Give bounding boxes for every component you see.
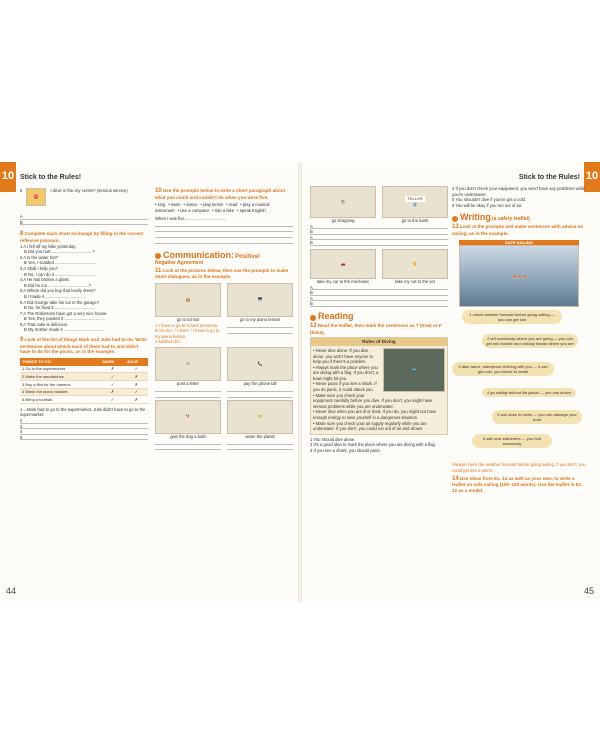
exchange-line: 4 A He has broken a glass. (20, 277, 70, 283)
reading-section (310, 311, 448, 454)
activity-illustration: 🏫 (155, 283, 221, 317)
table-row (20, 373, 148, 381)
ex11-instruction: Look at the pictures below, then use the prompts to make short dialogues, as in the example. (155, 267, 289, 280)
ex6-item-text: I drive in the city centre? (serious service) (50, 188, 128, 193)
example-dialogue: B So do I. / I don't. / I have to go to my piano lesson. (155, 328, 220, 339)
answer-label: B (310, 301, 313, 307)
car-mechanic-illustration: 🚗 (310, 249, 376, 279)
more-pictures (310, 249, 448, 285)
communication-subtitle: Negative Agreement (155, 259, 204, 266)
ex10-instruction: Use the prompts below to write a short paragraph about what you could and couldn't do when you were five. (155, 188, 286, 200)
answer-label: A (310, 295, 313, 301)
prompt-word: dance (186, 202, 198, 208)
activity-illustration: 📞 (227, 347, 293, 381)
exchange-line: 2 A Is the water hot? (20, 254, 58, 260)
diving-rule (313, 409, 445, 420)
bullet-icon: • (313, 364, 316, 370)
advice-bubble: 3 take warm, waterproof clothing with you — it can get cold, you freeze to death (452, 362, 554, 376)
ex9-answers (20, 418, 148, 440)
ex11-number: 11 (155, 267, 162, 274)
bullet-icon: • (177, 207, 181, 213)
statement: 6 You will be okay if you run out of air. (452, 202, 523, 208)
table-cell: 1 Go to the supermarket. (20, 366, 100, 373)
top-pictures (310, 186, 448, 224)
ex10-prompts (155, 202, 293, 213)
exchange-line: 8 A That cake is delicious. (20, 321, 69, 327)
statement: 2 It's a good idea to mark the place where you are diving with a flag. (310, 442, 437, 448)
advice-bubble: 1 check weather forecast before going sailing — you can get lost (462, 310, 562, 324)
exchange-line: 3 A Shall I help you? (20, 265, 58, 271)
exchange-line: 6 A Did George take his car to the garage? (20, 299, 100, 305)
ex10-number: 10 (155, 188, 162, 194)
answer-line[interactable] (227, 392, 293, 398)
diving-rule (313, 393, 445, 410)
running-head-left: Stick to the Rules! (20, 174, 82, 181)
reading-title: Reading (318, 310, 354, 321)
picture-caption: water the plants (245, 433, 275, 439)
communication-picture (155, 347, 221, 398)
writing-title: Writing (460, 212, 491, 223)
ex6-item-number: 5 (20, 188, 23, 193)
example-dialogue: A I have to go to school tomorrow. (155, 322, 219, 328)
exchange-line: B My mother made it ................................... (24, 327, 105, 333)
advice-bubbles (452, 310, 586, 460)
section-bullet-icon (155, 253, 161, 259)
right-page-left-column (310, 186, 448, 454)
answer-label: A (310, 284, 313, 290)
exchange-line: B Yes, they painted it ................................... (24, 316, 105, 322)
example-dialogue: A Neither do I. (155, 339, 182, 345)
communication-picture (227, 400, 293, 451)
communication-section: Communication: Positive/ Negative Agreement 11 Look at the pictures below, then use the prompts to make short dialogues, as in the example. 🏫 go to school A I have to go to school tomorrow. B So do I. / I don't. / I have to go to my piano lesson. A Neither do I. 🎹 go to my piano lesson ✉ post a letter 📞 pay the phone bill 🐕 give the dog a bath 🌱 water the plants (155, 250, 293, 451)
exchange-line: B Did he cut ...................................? (24, 282, 92, 288)
bullet-icon: • (313, 409, 316, 415)
bullet-icon: • (155, 202, 158, 208)
rule-text: Never dive alone. If you dive alone, you won't have anyone to help you if there's a problem. (313, 347, 373, 365)
answer-label: A (310, 234, 313, 240)
picture-go-to-bank: TELLER 🏦 go to the bank (382, 186, 448, 224)
table-cell: ✓ (100, 381, 124, 389)
prompt-word: swim (170, 202, 181, 208)
rule-text: Make sure you check your air supply regularly while you are underwater. If you don't, you could run out of air and drown. (313, 420, 427, 432)
answer-line[interactable] (155, 445, 221, 451)
ex10-start: When I was five ................................... (155, 215, 227, 221)
answer-line[interactable] (310, 240, 448, 246)
table-header: THINGS TO DO (20, 358, 100, 366)
ex8-items (20, 244, 148, 334)
bullet-icon: • (240, 202, 243, 208)
exchange-line: B Did you hurt ...................................? (24, 249, 95, 255)
answer-line[interactable] (20, 435, 148, 441)
bullet-icon: • (313, 392, 316, 398)
ex13-example: Always check the weather forecast before going sailing. If you don't, you could get into a storm. (452, 462, 586, 473)
exchange-line: B No, he fixed it ................................... (24, 305, 96, 311)
page-number-right: 45 (583, 586, 594, 596)
communication-picture (155, 283, 221, 345)
ex14-number: 14 (452, 475, 459, 482)
ex8-instruction: Complete each short exchange by filling in the correct reflexive pronoun. (20, 231, 143, 243)
ex9 (20, 337, 148, 440)
continued-statements (452, 186, 586, 208)
left-page (0, 162, 300, 602)
answer-number: 3 (20, 423, 23, 429)
prompt-word: sing (157, 202, 166, 208)
answer-number: 2 (20, 418, 23, 424)
vet-illustration: 🐈 (382, 249, 448, 279)
statement: 4 If you don't check your equipment, you won't have any problems while you're underwater. (452, 186, 586, 197)
advice-bubble: 5 sail close to rocks — you can damage your boat (492, 410, 582, 424)
left-page-right-column (155, 188, 293, 450)
table-row (20, 366, 148, 373)
right-page (300, 162, 600, 602)
picture-caption: post a letter (177, 380, 199, 386)
picture-mechanic: 🚗 take my car to the mechanic (310, 249, 376, 285)
table-cell: ✗ (125, 396, 148, 404)
communication-picture (227, 283, 293, 345)
table-row (20, 396, 148, 404)
table-row (20, 388, 148, 396)
answer-label: A (310, 223, 313, 229)
no-parking-sign-icon: ⛔ (26, 188, 46, 206)
table-cell: 5 Bring a football. (20, 396, 100, 404)
picture-vet: 🐈 take my cat to the vet (382, 249, 448, 285)
ex8 (20, 231, 148, 333)
answer-line[interactable]: A (20, 214, 148, 220)
diver-photo: 🤿 (383, 348, 445, 392)
textbook-spread (0, 162, 600, 602)
answer-line[interactable]: B (20, 220, 148, 226)
answer-line[interactable] (155, 238, 293, 244)
page-number-left: 44 (6, 586, 17, 596)
running-head-right: Stick to the Rules! (518, 174, 580, 181)
exchange-line: B No, I can do it ................................... (24, 271, 96, 277)
table-row (20, 381, 148, 389)
bullet-icon: • (168, 202, 171, 208)
left-column (20, 188, 148, 440)
statement: 5 You shouldn't dive if you've got a cold. (452, 197, 527, 203)
things-to-do-table (20, 358, 148, 404)
activity-illustration: 🌱 (227, 400, 293, 434)
activity-illustration: 🎹 (227, 283, 293, 317)
exchange-line: B I made it ................................... (24, 293, 86, 299)
prompt-word: use a computer (180, 207, 210, 213)
sailboat-photo: ⛵⛵⛵ (459, 245, 579, 307)
answer-label: B (310, 240, 313, 246)
section-bullet-icon (452, 216, 458, 222)
table-cell: 3 Buy a film for the camera. (20, 381, 100, 389)
advice-bubble: 2 tell somebody where you are going — you can get into trouble and nobody knows where you are (482, 334, 578, 348)
picture-caption: go to my piano lesson (239, 316, 281, 322)
ex9-example: 1 ...Mark had to go to the supermarket. Julie didn't have to go to the supermarket. (20, 406, 146, 418)
table-cell: ✗ (100, 366, 124, 373)
bullet-icon: • (226, 202, 229, 208)
rule-text: Make sure you check your equipment carefully before you dive. If you don't, you might have serious problems while you are underwater. (313, 392, 433, 409)
statement: 3 If you see a shark, you should panic. (310, 448, 382, 454)
activity-illustration: ✉ (155, 347, 221, 381)
safe-sailing-photo (459, 240, 579, 308)
exchange-line: 7 A The Robinsons have got a very nice house. (20, 310, 108, 316)
bullet-icon: • (313, 347, 316, 353)
prompt-word: ride a bike (214, 207, 235, 213)
photo-caption: SAFE SAILING (459, 240, 579, 246)
ex10 (155, 188, 293, 244)
communication-picture (155, 400, 221, 451)
answer-label: B (310, 290, 313, 296)
bullet-icon: • (200, 202, 204, 208)
unit-tab-left: 10 (0, 162, 16, 192)
answer-line[interactable] (155, 392, 221, 398)
ex13-number: 13 (452, 224, 459, 231)
answer-label: B (310, 229, 313, 235)
ex12-instruction: Read the leaflet, then mark the sentences as T (true) or F (false). (310, 322, 442, 335)
table-cell: ✓ (100, 373, 124, 381)
table-cell: ✗ (100, 388, 124, 396)
bullet-icon: • (183, 202, 187, 208)
exchange-line: 5 A Where did you buy that lovely dress? (20, 288, 96, 294)
answer-number: 5 (20, 434, 23, 440)
picture-go-shopping: 🛍 go shopping (310, 186, 376, 224)
bullet-icon: • (237, 207, 240, 213)
table-cell: ✗ (125, 373, 148, 381)
table-cell: ✓ (125, 388, 148, 396)
picture-caption: go to school (176, 316, 200, 322)
bank-illustration: TELLER 🏦 (382, 186, 448, 218)
table-cell: ✗ (125, 381, 148, 389)
bullet-icon: • (313, 381, 316, 387)
activity-illustration: 🐕 (155, 400, 221, 434)
ex9-number: 9 (20, 337, 24, 344)
advice-bubble: 6 sail near swimmers — you hurt somebody (472, 434, 552, 448)
ex6-item (20, 188, 148, 214)
advice-bubble: 4 go sailing without life jacket — you can drown (482, 388, 576, 397)
ex12-number: 12 (310, 322, 317, 329)
rule-text: Always mark the place where you are diving with a flag. If you don't, a boat might hit you. (313, 364, 379, 381)
prompt-word: play a musical instrument (155, 202, 270, 213)
rules-of-diving-box (310, 337, 448, 435)
prompt-word: play tennis (203, 202, 224, 208)
reading-statements (310, 437, 448, 454)
table-cell: ✓ (125, 366, 148, 373)
answer-lines (310, 285, 448, 307)
diving-rule (313, 421, 445, 432)
communication-picture (227, 347, 293, 398)
exchange-line: 1 A I fell off my bike yesterday. (20, 243, 77, 249)
ex14-instruction: Use ideas from Ex. 13 as well as your own, to write a leaflet on safe sailing (100–120 words). Use the leaflet in Ex. 12 as a model. (452, 475, 583, 493)
table-header: MARK (100, 358, 124, 366)
picture-caption: pay the phone bill (243, 380, 277, 386)
prompt-word: speak English (239, 207, 266, 213)
unit-tab-right: 10 (584, 162, 600, 192)
answer-number: 4 (20, 429, 23, 435)
communication-pictures (155, 283, 293, 451)
picture-caption: give the dog a bath (170, 433, 206, 439)
ex8-number: 8 (20, 231, 24, 238)
writing-section: Writing (a safety leaflet) 13 Look at the prompts and make sentences with advice on sailing, as in the example. SAFE SAILING ⛵⛵⛵ 1 check weather forecast before going sailing — you can get lost 2 tell somebody where you are going — you can get into trouble and nobody knows where you are 3 take warm, waterproof clothing with you — it can get cold, you freeze to death 4 go sailing without life jacket — you can drown 5 sail close to rocks — you can damage your boat 6 sail near swimmers — you hurt somebody Always check the weather forecast before going sailing. If you don't, you could get into a storm. 14 Use ideas from Ex. 13 as well as your own, to write a leaflet on safe sailing (100–120 words). Use the leaflet in Ex. 12 as a model. (452, 212, 586, 493)
table-header: JULIE (125, 358, 148, 366)
table-cell: 2 Make the sandwiches. (20, 373, 100, 381)
statement: 1 You should dive alone. (310, 436, 356, 442)
exchange-line: B Yes, I scalded ................................... (24, 260, 96, 266)
right-page-right-column (452, 186, 586, 494)
bullet-icon: • (212, 207, 215, 213)
section-bullet-icon (310, 315, 316, 321)
rule-text: Never panic if you see a shark. If you do panic, it could attack you. (313, 381, 377, 393)
table-cell: 4 Wash the picnic blanket. (20, 388, 100, 396)
prompt-word: read (228, 202, 238, 208)
bullet-icon: • (313, 420, 316, 426)
shopping-illustration: 🛍 (310, 186, 376, 218)
table-cell: ✓ (100, 396, 124, 404)
ex9-instruction: Look at the list of things Mark and Julie had to do. Write sentences about which each of them had to and didn't have to do for the picnic, as in the example. (20, 337, 147, 355)
rules-title: Rules of Diving (311, 338, 447, 346)
rule-text: Never dive when you are ill or tired. If you do, you might not have enough energy to save yourself in a dangerous situation. (313, 409, 437, 421)
answer-lines (310, 224, 448, 246)
communication-title: Communication: (163, 249, 234, 260)
answer-line[interactable] (227, 328, 293, 334)
answer-line[interactable] (227, 445, 293, 451)
ex13-instruction: Look at the prompts and make sentences with advice on sailing, as in the example. (452, 224, 584, 236)
answer-line[interactable] (310, 301, 448, 307)
